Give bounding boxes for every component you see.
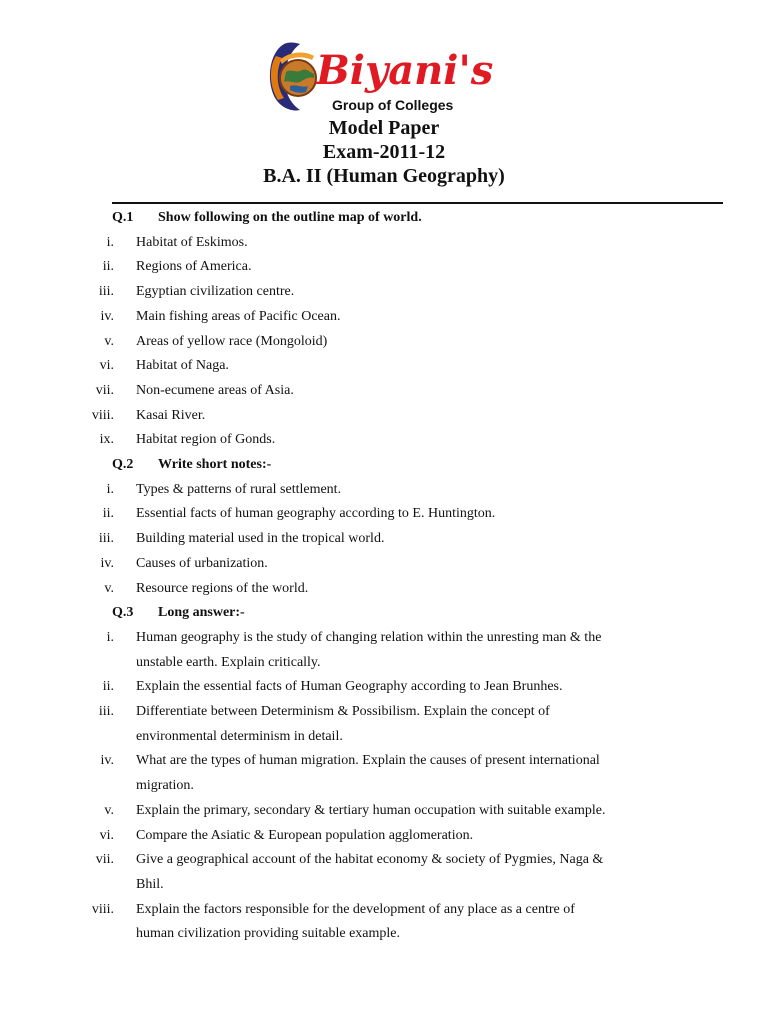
item-number: vii. — [95, 852, 114, 868]
question-text: Long answer:- — [158, 605, 245, 621]
list-item — [0, 799, 768, 824]
list-item — [0, 330, 768, 355]
item-number: i. — [106, 234, 114, 250]
item-text: Areas of yellow race (Mongoloid) — [136, 333, 328, 349]
item-text: Human geography is the study of changing relation within the unresting man & the unstable earth. Explain critically. — [136, 629, 602, 670]
item-text: Causes of urbanization. — [136, 555, 268, 571]
paper-course: B.A. II (Human Geography) — [263, 165, 505, 187]
list-item — [0, 749, 768, 798]
item-text: Habitat region of Gonds. — [136, 432, 276, 448]
question-text: Show following on the outline map of world. — [158, 210, 422, 225]
item-number: iv. — [100, 753, 114, 769]
list-item — [0, 577, 768, 602]
globe-icon — [270, 43, 316, 111]
item-number: viii. — [91, 901, 114, 917]
item-text: Habitat of Eskimos. — [136, 234, 248, 250]
item-number: iii. — [98, 531, 114, 547]
item-number: iii. — [98, 704, 114, 720]
item-text: Main fishing areas of Pacific Ocean. — [136, 308, 341, 324]
item-text: Kasai River. — [136, 407, 206, 423]
paper-header — [0, 116, 768, 188]
header-divider — [112, 202, 723, 204]
item-text: Non-ecumene areas of Asia. — [136, 382, 294, 398]
item-text: Habitat of Naga. — [136, 358, 229, 374]
item-number: iv. — [100, 308, 114, 324]
item-number: ix. — [99, 432, 114, 448]
item-number: i. — [106, 629, 114, 645]
question-heading — [0, 601, 768, 626]
item-text: Give a geographical account of the habitat economy & society of Pygmies, Naga & Bhil. — [136, 852, 604, 892]
question-list — [0, 206, 768, 947]
paper-title: Model Paper — [328, 117, 440, 139]
list-item — [0, 626, 768, 675]
item-number: vi. — [99, 827, 114, 843]
list-item — [0, 379, 768, 404]
question-number: Q.2 — [112, 457, 134, 473]
item-number: ii. — [102, 679, 114, 695]
item-number: ii. — [102, 259, 114, 275]
list-item — [0, 527, 768, 552]
list-item — [0, 848, 768, 897]
list-item — [0, 280, 768, 305]
list-item — [0, 898, 768, 947]
question-heading — [0, 206, 768, 231]
list-item — [0, 255, 768, 280]
item-number: iii. — [98, 284, 114, 300]
item-text: Essential facts of human geography according to E. Huntington. — [136, 506, 496, 522]
item-text: Compare the Asiatic & European population agglomeration. — [136, 827, 474, 843]
item-text: Types & patterns of rural settlement. — [136, 481, 342, 497]
item-text: Resource regions of the world. — [136, 580, 309, 596]
list-item — [0, 404, 768, 429]
item-number: ii. — [102, 506, 114, 522]
item-number: vi. — [99, 358, 114, 374]
list-item — [0, 428, 768, 453]
paper-exam: Exam-2011-12 — [322, 141, 446, 163]
item-text: Building material used in the tropical world. — [136, 531, 385, 547]
list-item — [0, 354, 768, 379]
item-text: Differentiate between Determinism & Possibilism. Explain the concept of environmental determinism in detail. — [136, 704, 550, 744]
item-number: vii. — [95, 382, 114, 398]
list-item — [0, 231, 768, 256]
question-number: Q.3 — [112, 605, 134, 621]
question-text: Write short notes:- — [158, 457, 272, 473]
list-item — [0, 502, 768, 527]
biyanis-logo — [266, 38, 506, 118]
item-number: v. — [104, 802, 114, 818]
list-item — [0, 700, 768, 749]
item-text: What are the types of human migration. Explain the causes of present international migration. — [136, 753, 600, 794]
item-text: Explain the primary, secondary & tertiary human occupation with suitable example. — [136, 802, 606, 818]
logo-brand: Biyani's — [316, 47, 494, 94]
item-number: i. — [106, 481, 114, 497]
question-heading — [0, 453, 768, 478]
item-number: v. — [104, 333, 114, 349]
item-text: Explain the essential facts of Human Geography according to Jean Brunhes. — [136, 679, 563, 695]
list-item — [0, 478, 768, 503]
list-item — [0, 552, 768, 577]
list-item — [0, 824, 768, 849]
logo-tagline: Group of Colleges — [332, 97, 454, 113]
item-number: viii. — [91, 407, 114, 423]
item-number: v. — [104, 580, 114, 596]
list-item — [0, 305, 768, 330]
item-text: Egyptian civilization centre. — [136, 284, 295, 300]
item-text: Explain the factors responsible for the development of any place as a centre of human civilization providing suitable example. — [136, 901, 575, 942]
question-number: Q.1 — [112, 210, 134, 225]
item-number: iv. — [100, 555, 114, 571]
list-item — [0, 675, 768, 700]
item-text: Regions of America. — [136, 259, 252, 275]
